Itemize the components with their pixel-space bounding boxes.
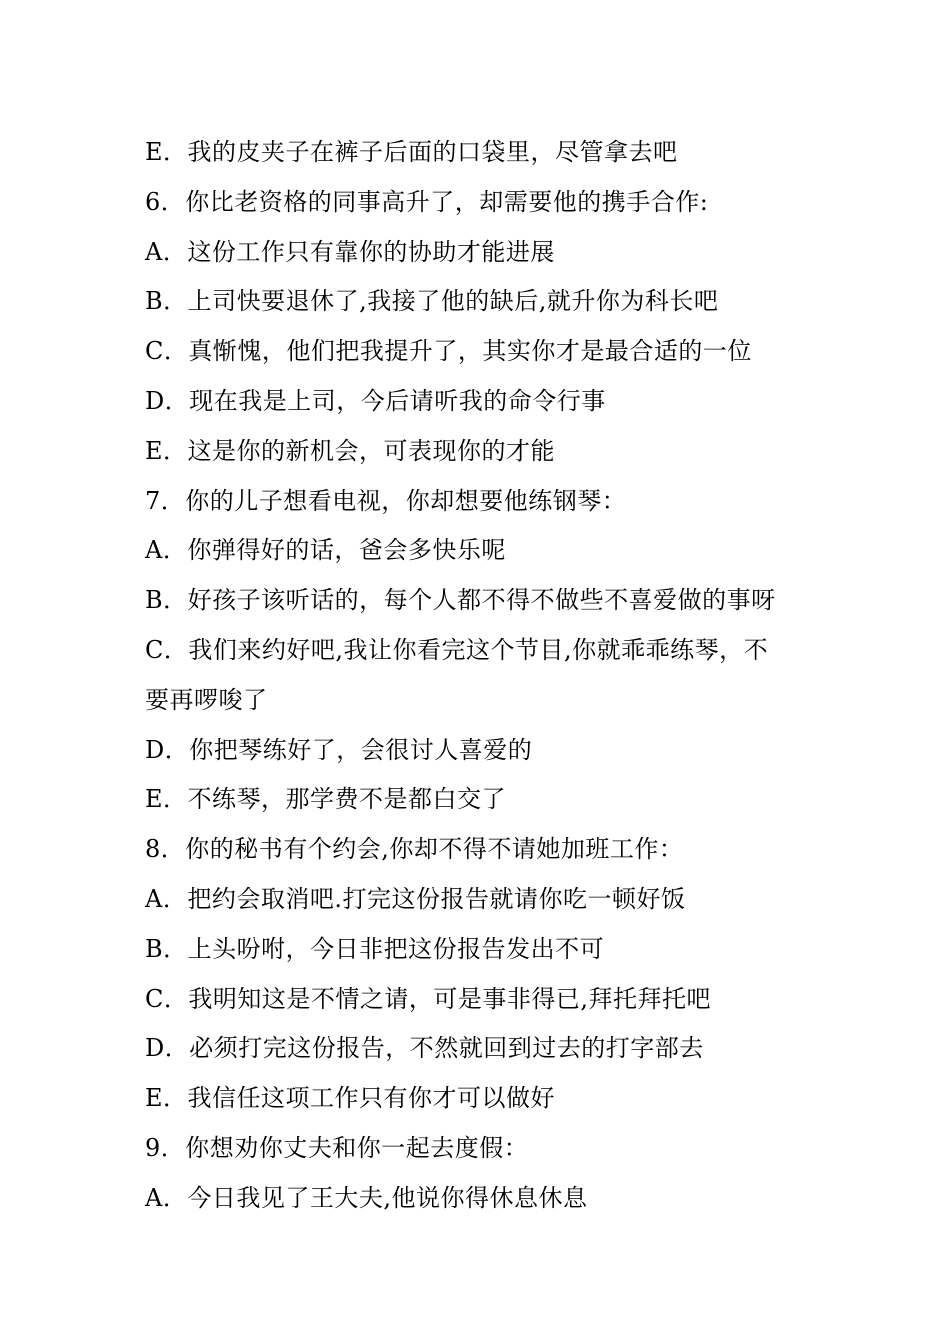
option-c: C．我们来约好吧,我让你看完这个节目,你就乖乖练琴，不 [145, 635, 769, 664]
option-a: A．今日我见了王大夫,他说你得休息休息 [145, 1183, 588, 1212]
option-c: C．真惭愧，他们把我提升了，其实你才是最合适的一位 [145, 337, 752, 366]
option-c: C．我明知这是不情之请，可是事非得已,拜托拜托吧 [145, 984, 711, 1013]
option-b: B．上司快要退休了,我接了他的缺后,就升你为科长吧 [145, 287, 719, 316]
option-d: D．必须打完这份报告，不然就回到过去的打字部去 [145, 1034, 704, 1063]
option-a: A．这份工作只有靠你的协助才能进展 [145, 237, 555, 266]
document-body [145, 128, 805, 1224]
question-8: 8．你的秘书有个约会,你却不得不请她加班工作： [145, 835, 684, 864]
question-7: 7．你的儿子想看电视，你却想要他练钢琴： [145, 486, 627, 515]
option-c-continued: 要再啰唆了 [145, 685, 268, 714]
option-e: E．我信任这项工作只有你才可以做好 [145, 1084, 556, 1113]
text-line: E．我的皮夹子在裤子后面的口袋里，尽管拿去吧 [145, 138, 678, 166]
option-e: E．不练琴，那学费不是都白交了 [145, 785, 507, 814]
option-a: A．把约会取消吧.打完这份报告就请你吃一顿好饭 [145, 884, 686, 913]
option-a: A．你弹得好的话，爸会多快乐呢 [145, 536, 506, 565]
option-d: D．你把琴练好了，会很讨人喜爱的 [145, 735, 533, 764]
question-6: 6．你比老资格的同事高升了，却需要他的携手合作: [145, 187, 709, 216]
question-9: 9．你想劝你丈夫和你一起去度假： [145, 1133, 529, 1162]
option-b: B．好孩子该听话的，每个人都不得不做些不喜爱做的事呀 [145, 586, 776, 615]
option-b: B．上头吩咐，今日非把这份报告发出不可 [145, 934, 605, 963]
option-e: E．这是你的新机会，可表现你的才能 [145, 436, 556, 465]
option-d: D．现在我是上司，今后请听我的命令行事 [145, 386, 606, 415]
